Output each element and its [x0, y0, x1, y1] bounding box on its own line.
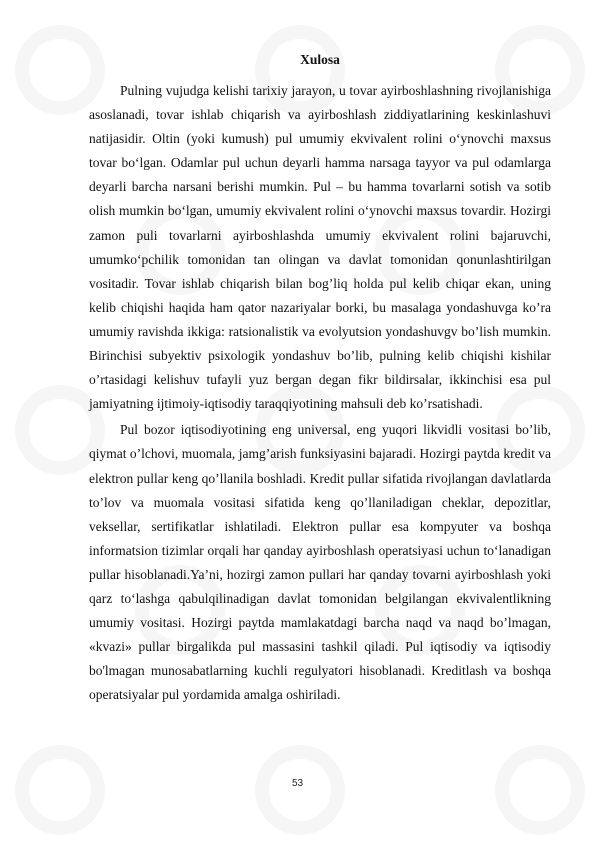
paragraph-2: Pul bozor iqtisodiyotining eng universal, eng yuqori likvidli vositasi bo’lib, qiymat o’lchovi, muomala, jamg’arish funksiyasini bajaradi. Hozirgi paytda kredit va elektron pullar keng qo’llanila boshladi. Kredit pullar sifatida rivojlangan davlatlarda to’lov va muomala vositasi sifatida keng qo’llaniladigan cheklar, depozitlar, veksellar, sertifikatlar ishlatiladi. Elektron pullar esa kompyuter va boshqa informatsion tizimlar orqali har qanday ayirboshlash operatsiyasi uchun to‘lanadigan pullar hisoblanadi.Ya’ni, hozirgi zamon pullari har qanday tovarni ayirboshlash yoki qarz to‘lashga qabulqilinadigan davlat tomonidan belgilangan ekvivalentlikning umumiy vositasi. Hozirgi paytda mamlakatdagi barcha naqd va naqd bo’lmagan, «kvazi» pullar birgalikda pul massasini tashkil qiladi. Pul iqtisodiy va iqtisodiy bo'lmagan munosabatlarning kuchli regulyatori hisoblanadi. Kreditlash va boshqa operatsiyalar pul yordamida amalga oshiriladi. — [89, 422, 551, 703]
document-body — [89, 50, 551, 707]
page-number: 53 — [291, 778, 304, 789]
paragraph-1: Pulning vujudga kelishi tarixiy jarayon, u tovar ayirboshlashning rivojlanishiga asoslanadi, tovar ishlab chiqarish va ayirboshlash ziddiyatlarining keskinlashuvi natijasidir. Oltin (yoki kumush) pul umumiy ekvivalent rolini o‘ynovchi maxsus tovar bo‘lgan. Odamlar pul uchun deyarli hamma narsaga tayyor va pul odamlarga deyarli barcha narsani berishi mumkin. Pul – bu hamma tovarlarni sotish va sotib olish mumkin bo‘lgan, umumiy ekvivalent rolini o‘ynovchi maxsus tovardir. Hozirgi zamon puli tovarlarni ayirboshlashda umumiy ekvivalent rolini bajaruvchi, umumko‘pchilik tomonidan tan olingan va davlat tomonidan qonunlashtirilgan vositadir. Tovar ishlab chiqarish bilan bog’liq holda pul kelib chiqar ekan, uning kelib chiqishi haqida ham qator nazariyalar borki, bu masalaga yondashuvga ko’ra umumiy ravishda ikkiga: ratsionalistik va evolyutsion yondashuvgv bo’lish mumkin. Birinchisi subyektiv psixologik yondashuv bo’lib, pulning kelib chiqishi kishilar o’rtasidagi kelishuv tufayli yuz bergan degan fikr bildirsalar, ikkinchisi esa pul jamiyatning ijtimoiy-iqtisodiy taraqqiyotining mahsuli deb ko’rsatishadi. — [89, 83, 551, 412]
section-title: Xulosa — [300, 52, 340, 67]
